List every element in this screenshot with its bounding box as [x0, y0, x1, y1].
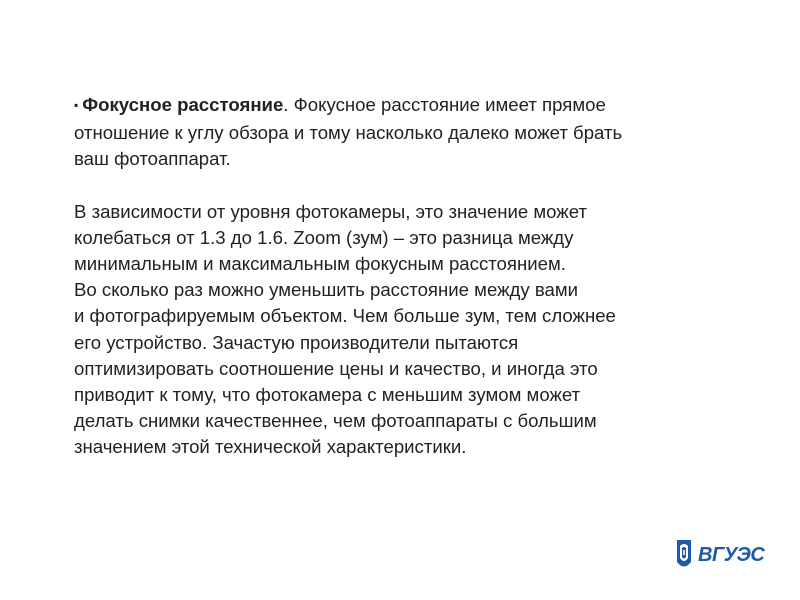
paragraph-zoom: В зависимости от уровня фотокамеры, это значение может колебаться от 1.3 до 1.6. Zoom (зум) – это разница между минимальным и максимальным фокусным расстоянием. Во сколько раз можно уменьшить расстояние между вами и фотографируемым объектом. Чем больше зум, тем сложнее его устройство. Зачастую производители пытаются оптимизировать соотношение цены и качество, и иногда это приводит к тому, что фотокамера с меньшим зумом может делать снимки качественнее, чем фотоаппараты с большим значением этой технической характеристики. — [74, 200, 616, 458]
paragraph-intro-text: . Фокусное расстояние имеет прямое отношение к углу обзора и тому насколько далеко может брать ваш фотоаппарат. — [74, 94, 623, 170]
logo-text: ВГУЭС — [698, 543, 765, 566]
university-emblem-icon — [674, 538, 694, 572]
term-focal-length: Фокусное расстояние — [82, 94, 284, 115]
slide-text-block — [74, 92, 744, 461]
vgues-logo — [674, 536, 774, 574]
bullet-icon: ▪ — [74, 98, 79, 112]
paragraph-focal-length — [74, 92, 744, 173]
